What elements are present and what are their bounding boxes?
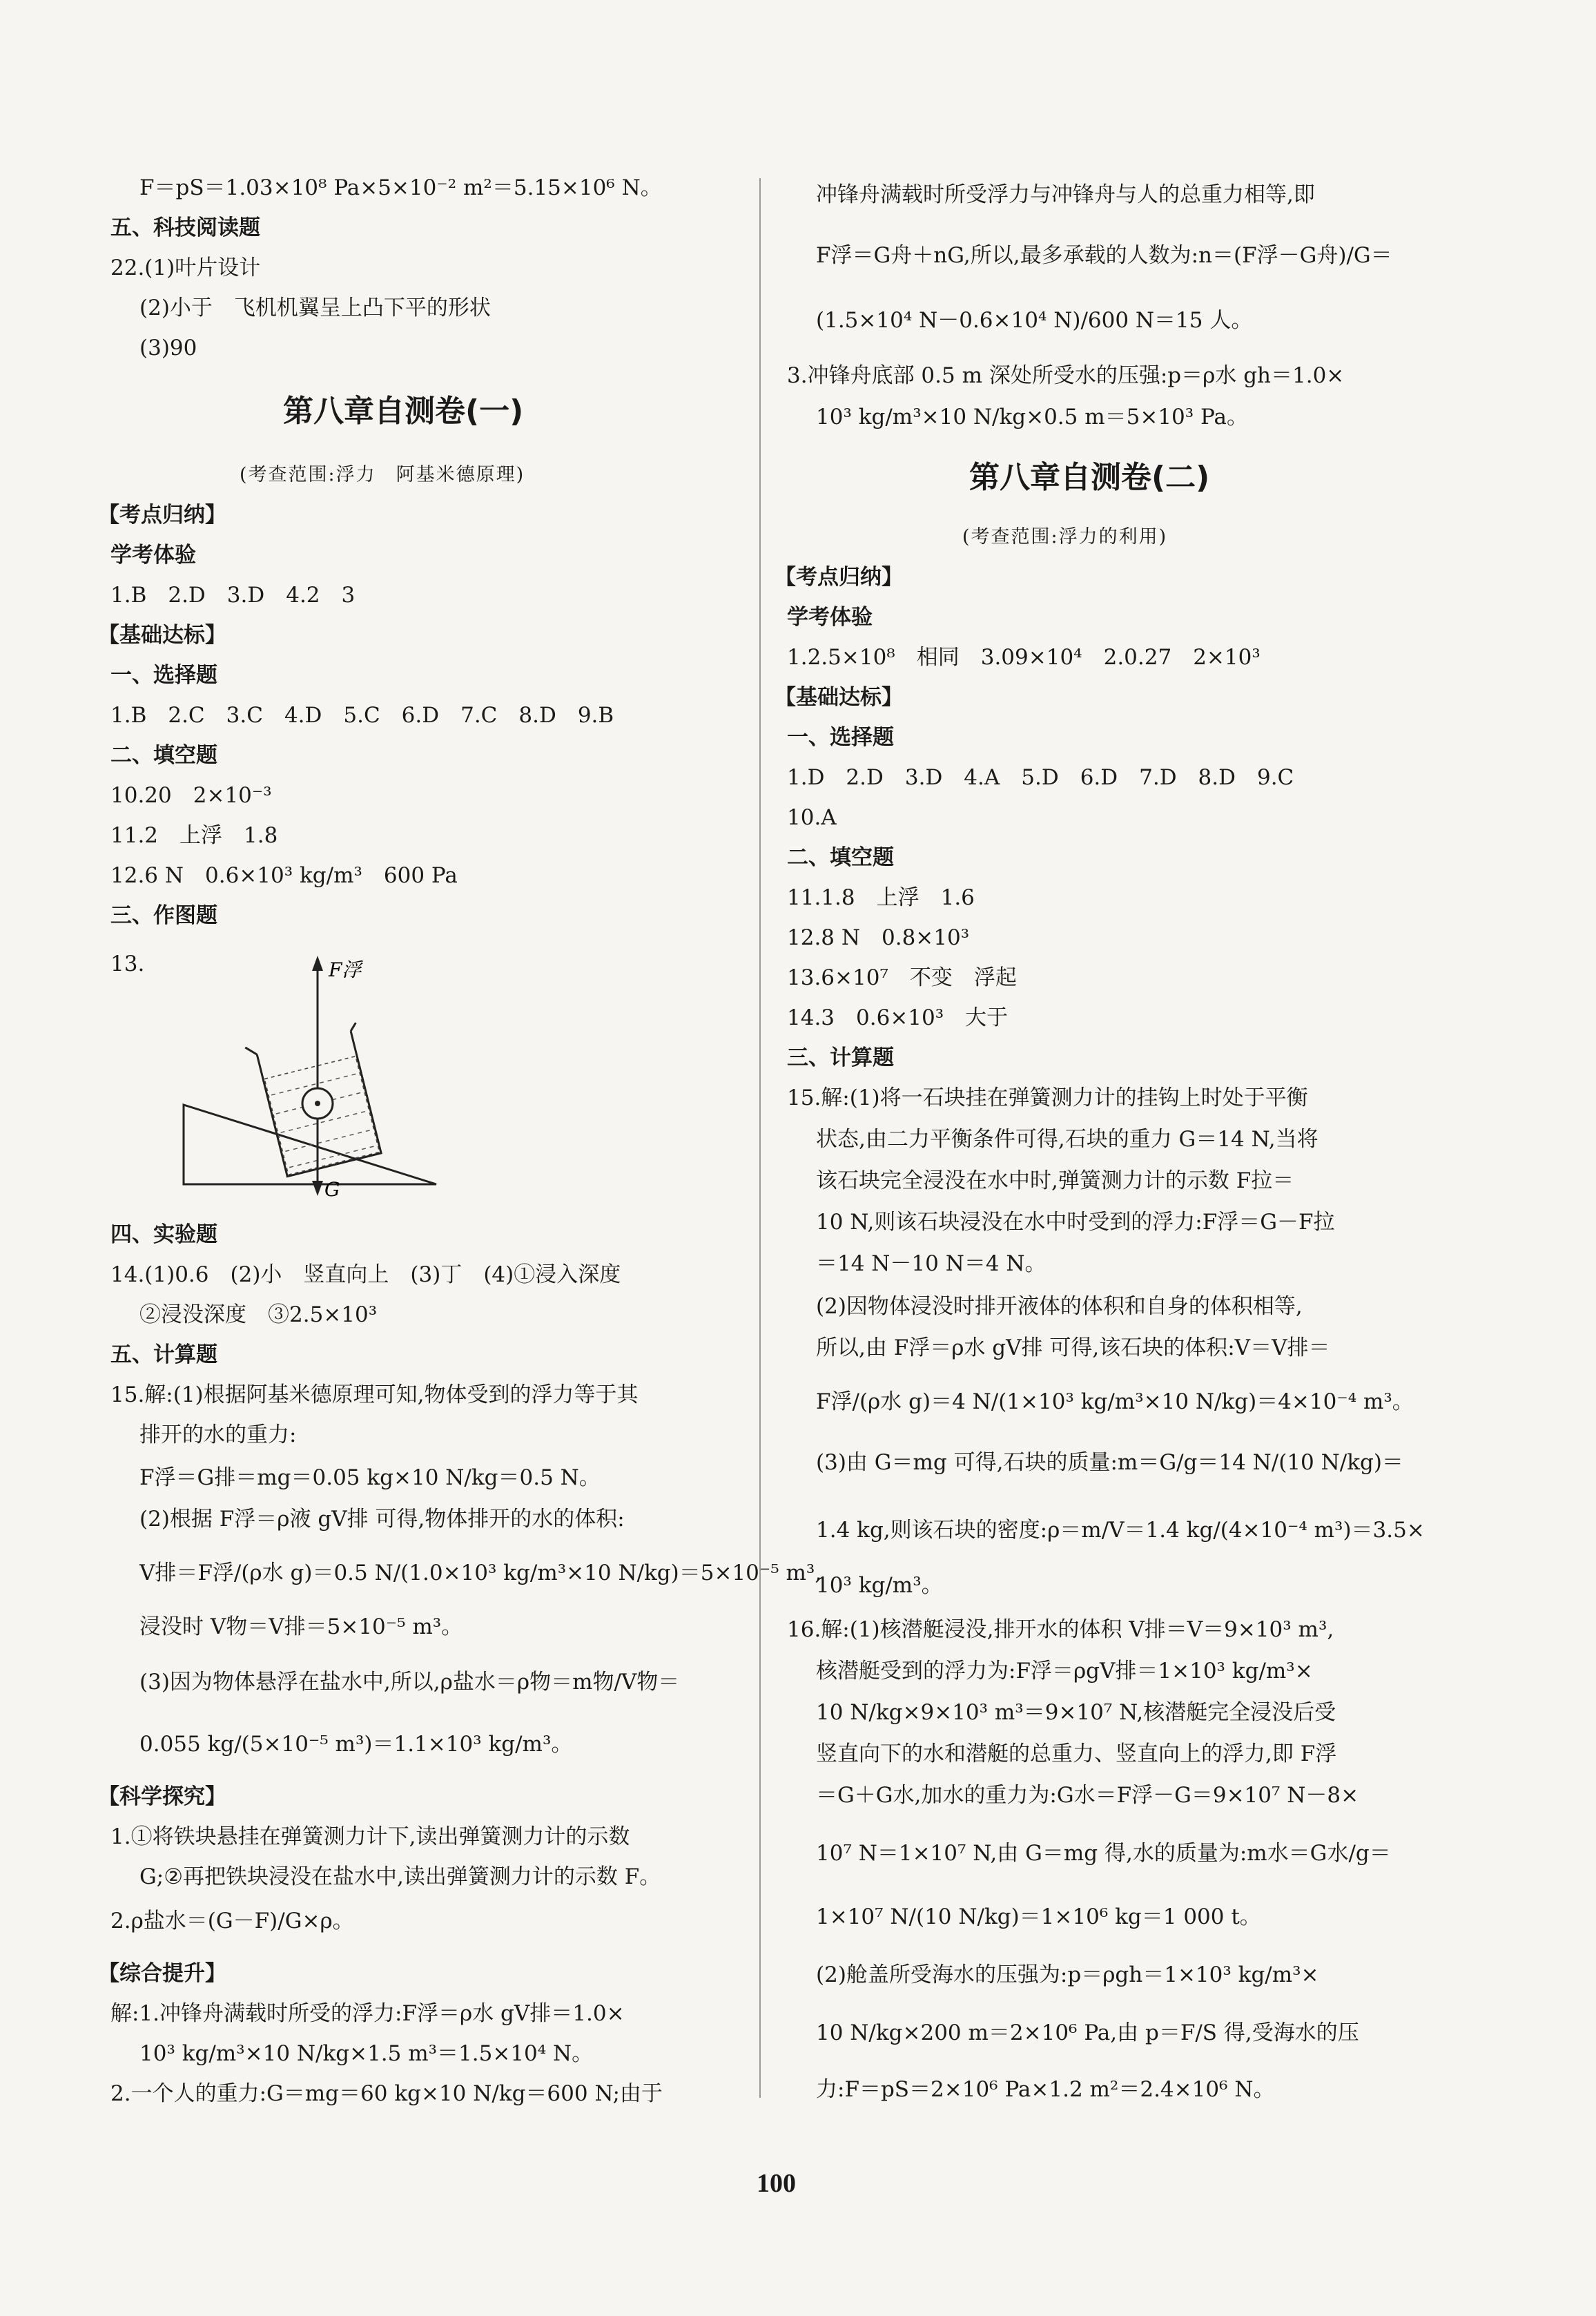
section-heading: 【考点归纳】 — [98, 503, 226, 528]
section-heading: 一、选择题 — [787, 725, 894, 750]
text-line: 1.D 2.D 3.D 4.A 5.D 6.D 7.D 8.D 9.C — [787, 765, 1294, 790]
page-number: 100 — [757, 2169, 796, 2198]
text-line: 11.2 上浮 1.8 — [110, 823, 278, 848]
text-line: 22.(1)叶片设计 — [110, 255, 261, 280]
ball-center — [315, 1101, 320, 1106]
section-heading: 学考体验 — [787, 605, 873, 630]
scope-note: (考查范围:浮力的利用) — [962, 526, 1168, 548]
text-line: F浮＝G排＝mg＝0.05 kg×10 N/kg＝0.5 N。 — [139, 1465, 601, 1490]
formula-line: (1.5×10⁴ N－0.6×10⁴ N)/600 N＝15 人。 — [816, 308, 1253, 333]
formula-line: 10 N/kg×200 m＝2×10⁶ Pa,由 p＝F/S 得,受海水的压 — [816, 2020, 1359, 2045]
section-heading: 【基础达标】 — [98, 623, 226, 648]
formula-line: 2.ρ盐水＝(G－F)/G×ρ。 — [110, 1909, 354, 1933]
section-heading: 五、科技阅读题 — [110, 215, 260, 240]
formula-line: F浮/(ρ水 g)＝4 N/(1×10³ kg/m³×10 N/kg)＝4×10⁻⁴ m³。 — [816, 1389, 1414, 1414]
text-line: 1.2.5×10⁸ 相同 3.09×10⁴ 2.0.27 2×10³ — [787, 645, 1261, 670]
buoyancy-label: F浮 — [329, 958, 362, 981]
text-line: G;②再把铁块浸没在盐水中,读出弹簧测力计的示数 F。 — [139, 1864, 661, 1889]
chapter-title: 第八章自测卷(二) — [969, 460, 1210, 495]
formula-line: 1.4 kg,则该石块的密度:ρ＝m/V＝1.4 kg/(4×10⁻⁴ m³)＝3.5× — [816, 1518, 1425, 1543]
text-line: ＝G＋G水,加水的重力为:G水＝F浮－G＝9×10⁷ N－8× — [816, 1783, 1359, 1808]
text-line: 所以,由 F浮＝ρ水 gV排 可得,该石块的体积:V＝V排＝ — [816, 1335, 1330, 1360]
text-line: 12.6 N 0.6×10³ kg/m³ 600 Pa — [110, 863, 458, 888]
text-line: 12.8 N 0.8×10³ — [787, 925, 970, 950]
column-divider — [759, 178, 761, 2098]
section-heading: 二、填空题 — [787, 845, 894, 870]
section-heading: 五、计算题 — [110, 1342, 217, 1367]
section-heading: 【综合提升】 — [98, 1961, 226, 1986]
incline-beaker-diagram — [167, 946, 554, 1208]
text-line: 15.解:(1)将一石块挂在弹簧测力计的挂钩上时处于平衡 — [787, 1085, 1308, 1110]
section-heading: 三、作图题 — [110, 903, 217, 928]
text-line: 10.A — [787, 805, 837, 830]
formula-line: 1×10⁷ N/(10 N/kg)＝1×10⁶ kg＝1 000 t。 — [816, 1904, 1261, 1929]
section-heading: 学考体验 — [110, 543, 196, 568]
text-line: 竖直向下的水和潜艇的总重力、竖直向上的浮力,即 F浮 — [816, 1741, 1337, 1766]
text-line: 1.B 2.D 3.D 4.2 3 — [110, 583, 356, 608]
section-heading: 【基础达标】 — [775, 685, 903, 710]
formula-line: (3)由 G＝mg 可得,石块的质量:m＝G/g＝14 N/(10 N/kg)＝ — [816, 1450, 1403, 1475]
section-heading: 【考点归纳】 — [775, 565, 903, 590]
text-line: 15.解:(1)根据阿基米德原理可知,物体受到的浮力等于其 — [110, 1382, 639, 1407]
text-line: 10 N/kg×9×10³ m³＝9×10⁷ N,核潜艇完全浸没后受 — [816, 1700, 1336, 1725]
chapter-title: 第八章自测卷(一) — [283, 394, 524, 429]
gravity-label: G — [324, 1178, 340, 1201]
text-line: 10.20 2×10⁻³ — [110, 783, 272, 808]
text-line: 状态,由二力平衡条件可得,石块的重力 G＝14 N,当将 — [816, 1127, 1318, 1152]
text-line: 浸没时 V物＝V排＝5×10⁻⁵ m³。 — [139, 1614, 463, 1639]
text-line: 力:F＝pS＝2×10⁶ Pa×1.2 m²＝2.4×10⁶ N。 — [816, 2077, 1275, 2102]
text-line: 10³ kg/m³×10 N/kg×0.5 m＝5×10³ Pa。 — [816, 405, 1248, 430]
text-line: 解:1.冲锋舟满载时所受的浮力:F浮＝ρ水 gV排＝1.0× — [110, 2001, 625, 2026]
text-line: 13.6×10⁷ 不变 浮起 — [787, 965, 1017, 990]
text-line: 排开的水的重力: — [139, 1422, 297, 1447]
text-line: 1.①将铁块悬挂在弹簧测力计下,读出弹簧测力计的示数 — [110, 1824, 630, 1849]
text-line: (3)90 — [139, 336, 197, 360]
text-line: 核潜艇受到的浮力为:F浮＝ρgV排＝1×10³ kg/m³× — [816, 1659, 1313, 1683]
text-line: 11.1.8 上浮 1.6 — [787, 885, 975, 910]
formula-line: (3)因为物体悬浮在盐水中,所以,ρ盐水＝ρ物＝m物/V物＝ — [139, 1670, 680, 1695]
text-line: 16.解:(1)核潜艇浸没,排开水的体积 V排＝V＝9×10³ m³, — [787, 1617, 1334, 1642]
scope-note: (考查范围:浮力 阿基米德原理) — [240, 464, 525, 485]
text-line: 1.B 2.C 3.C 4.D 5.C 6.D 7.C 8.D 9.B — [110, 703, 614, 728]
section-heading: 二、填空题 — [110, 743, 217, 768]
text-line: (2)小于 飞机机翼呈上凸下平的形状 — [139, 296, 491, 320]
formula-line: 0.055 kg/(5×10⁻⁵ m³)＝1.1×10³ kg/m³。 — [139, 1732, 573, 1757]
text-line: 10³ kg/m³。 — [816, 1573, 943, 1598]
text-line: 该石块完全浸没在水中时,弹簧测力计的示数 F拉＝ — [816, 1168, 1294, 1193]
text-line: (2)因物体浸没时排开液体的体积和自身的体积相等, — [816, 1294, 1303, 1319]
formula-line: 10⁷ N＝1×10⁷ N,由 G＝mg 得,水的质量为:m水＝G水/g＝ — [816, 1841, 1391, 1866]
section-heading: 【科学探究】 — [98, 1784, 226, 1809]
text-line: 2.一个人的重力:G＝mg＝60 kg×10 N/kg＝600 N;由于 — [110, 2081, 663, 2106]
text-line: 14.3 0.6×10³ 大于 — [787, 1005, 1009, 1030]
formula-line: F浮＝G舟＋nG,所以,最多承载的人数为:n＝(F浮－G舟)/G＝ — [816, 243, 1392, 268]
formula-line: V排＝F浮/(ρ水 g)＝0.5 N/(1.0×10³ kg/m³×10 N/kg)＝5×10⁻⁵ m³, — [139, 1561, 822, 1585]
text-line: 冲锋舟满载时所受浮力与冲锋舟与人的总重力相等,即 — [816, 182, 1315, 207]
text-line: 14.(1)0.6 (2)小 竖直向上 (3)丁 (4)①浸入深度 — [110, 1262, 621, 1287]
text-line: 10 N,则该石块浸没在水中时受到的浮力:F浮＝G－F拉 — [816, 1210, 1335, 1235]
text-line: F＝pS＝1.03×10⁸ Pa×5×10⁻² m²＝5.15×10⁶ N。 — [139, 175, 662, 200]
text-line: 10³ kg/m³×10 N/kg×1.5 m³＝1.5×10⁴ N。 — [139, 2041, 594, 2066]
text-line: (2)舱盖所受海水的压强为:p＝ρgh＝1×10³ kg/m³× — [816, 1962, 1319, 1987]
text-line: 13. — [110, 952, 145, 976]
section-heading: 三、计算题 — [787, 1045, 894, 1070]
section-heading: 四、实验题 — [110, 1222, 217, 1247]
text-line: ＝14 N－10 N＝4 N。 — [816, 1251, 1047, 1276]
text-line: 3.冲锋舟底部 0.5 m 深处所受水的压强:p＝ρ水 gh＝1.0× — [787, 363, 1345, 388]
text-line: (2)根据 F浮＝ρ液 gV排 可得,物体排开的水的体积: — [139, 1507, 625, 1532]
text-line: ②浸没深度 ③2.5×10³ — [139, 1302, 378, 1327]
section-heading: 一、选择题 — [110, 663, 217, 688]
